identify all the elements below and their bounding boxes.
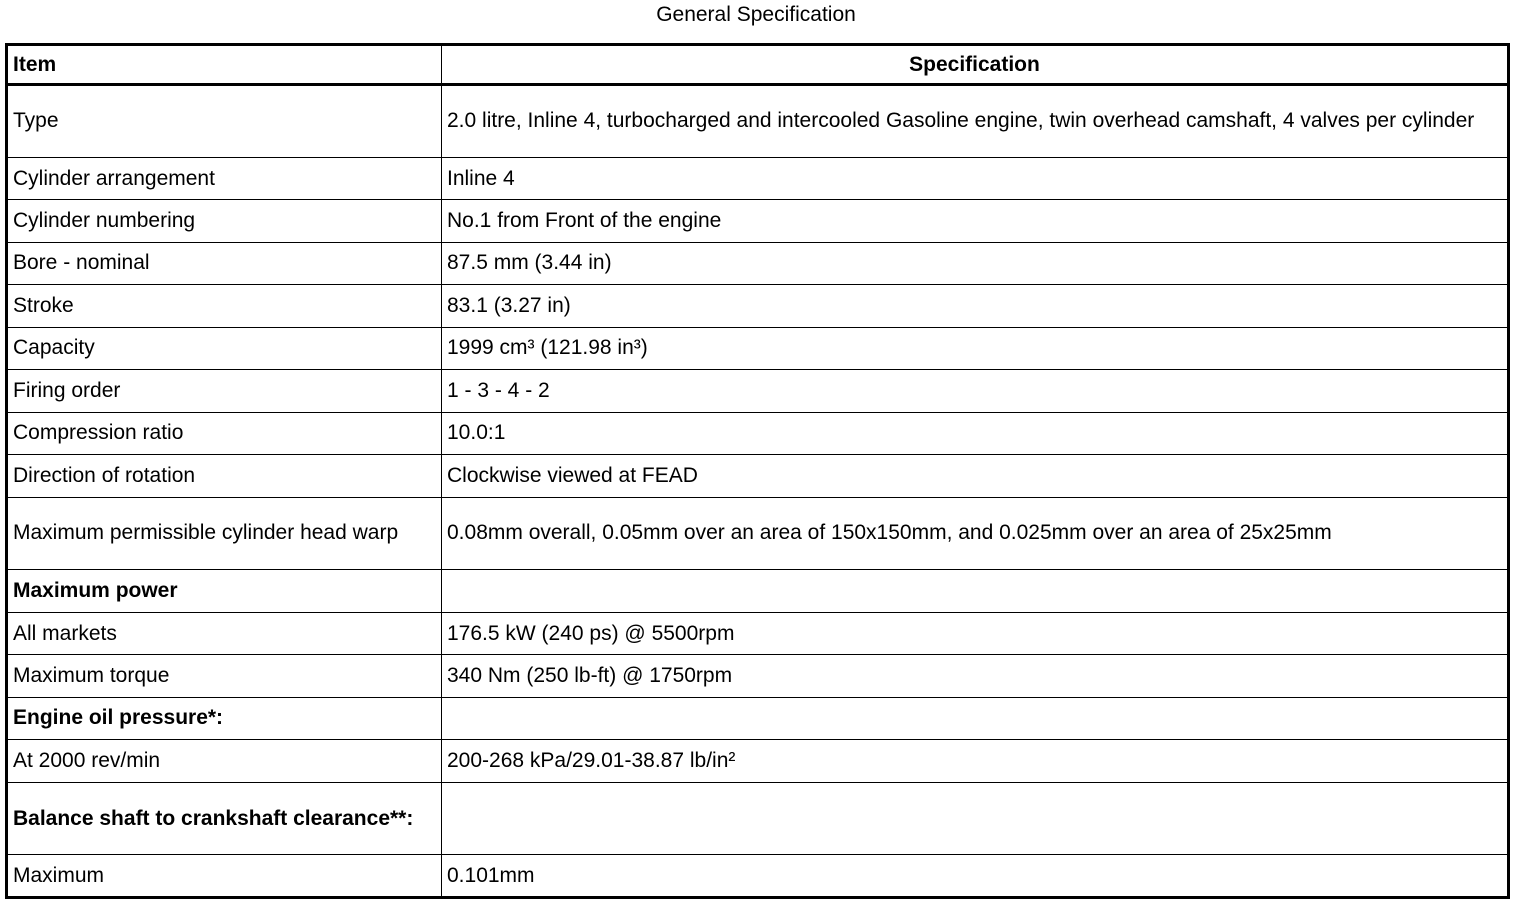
table-row [7,242,1509,284]
column-header-specification: Specification [442,45,1509,85]
column-header-item: Item [7,45,442,85]
spec-cell: Clockwise viewed at FEAD [442,455,1509,497]
section-row [7,697,1509,739]
item-cell: Stroke [7,285,442,327]
spec-cell [442,570,1509,612]
table-row [7,612,1509,654]
spec-cell: 2.0 litre, Inline 4, turbocharged and intercooled Gasoline engine, twin overhead camshaft, 4 valves per cylinder [442,85,1509,158]
spec-cell: 340 Nm (250 lb-ft) @ 1750rpm [442,655,1509,697]
section-heading-cell: Engine oil pressure*: [7,697,442,739]
spec-cell: 1999 cm³ (121.98 in³) [442,327,1509,369]
spec-cell: Inline 4 [442,157,1509,199]
item-cell: Type [7,85,442,158]
spec-cell [442,697,1509,739]
table-row [7,455,1509,497]
item-cell: Firing order [7,370,442,412]
item-cell: Capacity [7,327,442,369]
general-specification-table [5,43,1510,899]
table-row [7,740,1509,782]
spec-cell [442,782,1509,855]
table-header-row [7,45,1509,85]
spec-cell: 0.08mm overall, 0.05mm over an area of 150x150mm, and 0.025mm over an area of 25x25mm [442,497,1509,570]
item-cell: Direction of rotation [7,455,442,497]
item-cell: All markets [7,612,442,654]
table-row [7,855,1509,898]
spec-cell: No.1 from Front of the engine [442,200,1509,242]
spec-cell: 1 - 3 - 4 - 2 [442,370,1509,412]
table-row [7,655,1509,697]
item-cell: Maximum [7,855,442,898]
section-row [7,782,1509,855]
spec-cell: 200-268 kPa/29.01-38.87 lb/in² [442,740,1509,782]
item-cell: Maximum torque [7,655,442,697]
item-cell: Maximum permissible cylinder head warp [7,497,442,570]
table-row [7,157,1509,199]
item-cell: Compression ratio [7,412,442,454]
table-row [7,497,1509,570]
item-cell: Bore - nominal [7,242,442,284]
table-row [7,85,1509,158]
table-row [7,412,1509,454]
item-cell: At 2000 rev/min [7,740,442,782]
section-row [7,570,1509,612]
table-row [7,285,1509,327]
spec-cell: 176.5 kW (240 ps) @ 5500rpm [442,612,1509,654]
item-cell: Cylinder numbering [7,200,442,242]
section-heading-cell: Balance shaft to crankshaft clearance**: [7,782,442,855]
table-row [7,370,1509,412]
item-cell: Cylinder arrangement [7,157,442,199]
table-caption: General Specification [656,3,856,26]
spec-cell: 10.0:1 [442,412,1509,454]
spec-cell: 83.1 (3.27 in) [442,285,1509,327]
table-row [7,327,1509,369]
spec-cell: 0.101mm [442,855,1509,898]
table-row [7,200,1509,242]
spec-cell: 87.5 mm (3.44 in) [442,242,1509,284]
section-heading-cell: Maximum power [7,570,442,612]
